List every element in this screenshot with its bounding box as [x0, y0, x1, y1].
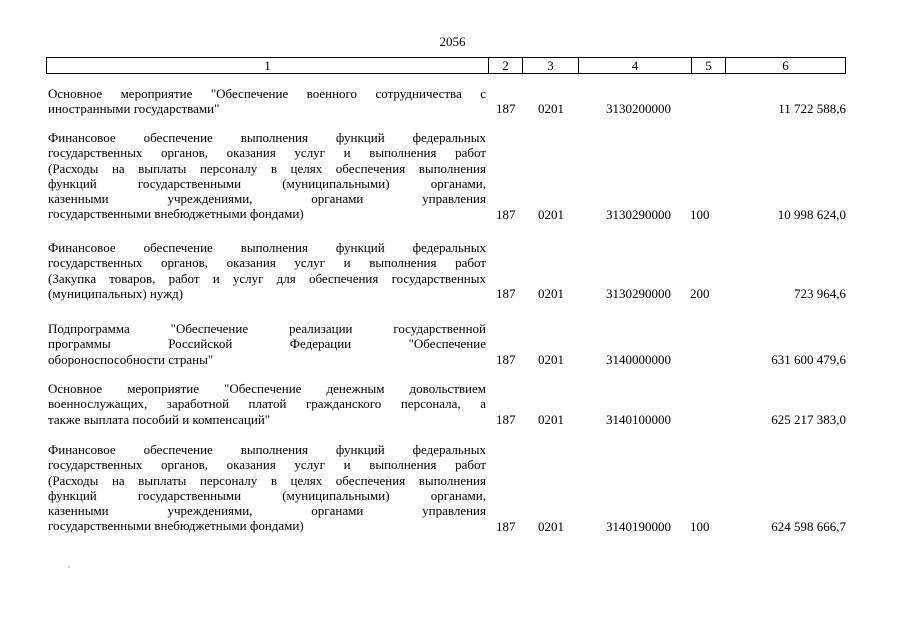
row-description	[48, 130, 486, 222]
col-2-cell: 187	[496, 518, 516, 534]
amount-cell: 11 722 588,6	[778, 101, 846, 117]
table-row	[46, 321, 846, 367]
col-3-cell: 0201	[538, 101, 564, 117]
col-2-cell: 187	[496, 206, 516, 222]
col-2-cell: 187	[496, 411, 516, 427]
col-3-cell: 0201	[538, 351, 564, 367]
col-4-cell: 3130290000	[606, 206, 671, 222]
description-line: также выплата пособий и компенсаций"	[48, 411, 271, 427]
column-header-4: 4	[579, 58, 692, 74]
description-line: Основное мероприятие "Обеспечение денежным довольствием	[48, 381, 486, 396]
description-line: государственных органов, оказания услуг и выполнения работ	[48, 145, 486, 161]
col-2-cell: 187	[496, 351, 516, 367]
scan-dot	[68, 566, 70, 568]
column-header-5: 5	[692, 58, 726, 74]
description-line: государственными внебюджетными фондами)	[48, 518, 304, 534]
description-line: военнослужащих, заработной платой гражданского персонала, а	[48, 396, 486, 412]
description-line: обороноспособности страны"	[48, 351, 214, 367]
row-description	[48, 240, 486, 301]
description-line: функций государственными (муниципальными) органами,	[48, 175, 486, 191]
description-line: государственными внебюджетными фондами)	[48, 206, 304, 222]
col-3-cell: 0201	[538, 206, 564, 222]
table-row	[46, 240, 846, 301]
col-4-cell: 3140190000	[606, 518, 671, 534]
amount-cell: 723 964,6	[794, 285, 846, 301]
col-4-cell: 3130290000	[606, 285, 671, 301]
table-row	[46, 381, 846, 427]
table-row	[46, 86, 846, 117]
description-line: Подпрограмма "Обеспечение реализации государственной	[48, 321, 486, 336]
row-description	[48, 86, 486, 117]
column-header-6: 6	[726, 58, 846, 74]
description-line: Финансовое обеспечение выполнения функций федеральных	[48, 240, 486, 255]
col-4-cell: 3140000000	[606, 351, 671, 367]
column-header-row	[47, 58, 846, 74]
description-line: (муниципальных) нужд)	[48, 285, 184, 301]
description-line: Финансовое обеспечение выполнения функций федеральных	[48, 130, 486, 145]
description-line: программы Российской Федерации "Обеспечение	[48, 336, 486, 352]
page-number: 2056	[439, 34, 466, 49]
col-4-cell: 3140100000	[606, 411, 671, 427]
col-2-cell: 187	[496, 285, 516, 301]
description-line: (Расходы на выплаты персоналу в целях обеспечения выполнения	[48, 472, 486, 488]
row-description	[48, 381, 486, 427]
column-header-1: 1	[47, 58, 489, 74]
column-header-3: 3	[523, 58, 579, 74]
col-5-cell: 100	[690, 518, 710, 534]
col-5-cell: 100	[690, 206, 710, 222]
amount-cell: 10 998 624,0	[777, 206, 846, 222]
row-description	[48, 442, 486, 534]
table-row	[46, 442, 846, 534]
col-3-cell: 0201	[538, 411, 564, 427]
description-line: государственных органов, оказания услуг и выполнения работ	[48, 457, 486, 473]
description-line: (Расходы на выплаты персоналу в целях обеспечения выполнения	[48, 160, 486, 176]
col-2-cell: 187	[496, 101, 516, 117]
description-line: казенными учреждениями, органами управления	[48, 503, 486, 519]
description-line: государственных органов, оказания услуг и выполнения работ	[48, 255, 486, 271]
amount-cell: 624 598 666,7	[771, 518, 846, 534]
column-header-2: 2	[489, 58, 523, 74]
description-line: казенными учреждениями, органами управления	[48, 191, 486, 207]
row-description	[48, 321, 486, 367]
amount-cell: 625 217 383,0	[771, 411, 846, 427]
table-row	[46, 130, 846, 222]
col-3-cell: 0201	[538, 518, 564, 534]
col-4-cell: 3130200000	[606, 101, 671, 117]
column-header-table	[46, 57, 846, 74]
col-3-cell: 0201	[538, 285, 564, 301]
amount-cell: 631 600 479,6	[771, 351, 846, 367]
description-line: Основное мероприятие "Обеспечение военного сотрудничества с	[48, 86, 486, 101]
description-line: иностранными государствами"	[48, 101, 220, 117]
description-line: Финансовое обеспечение выполнения функций федеральных	[48, 442, 486, 457]
description-line: (Закупка товаров, работ и услуг для обеспечения государственных	[48, 270, 486, 286]
col-5-cell: 200	[690, 285, 710, 301]
description-line: функций государственными (муниципальными) органами,	[48, 487, 486, 503]
